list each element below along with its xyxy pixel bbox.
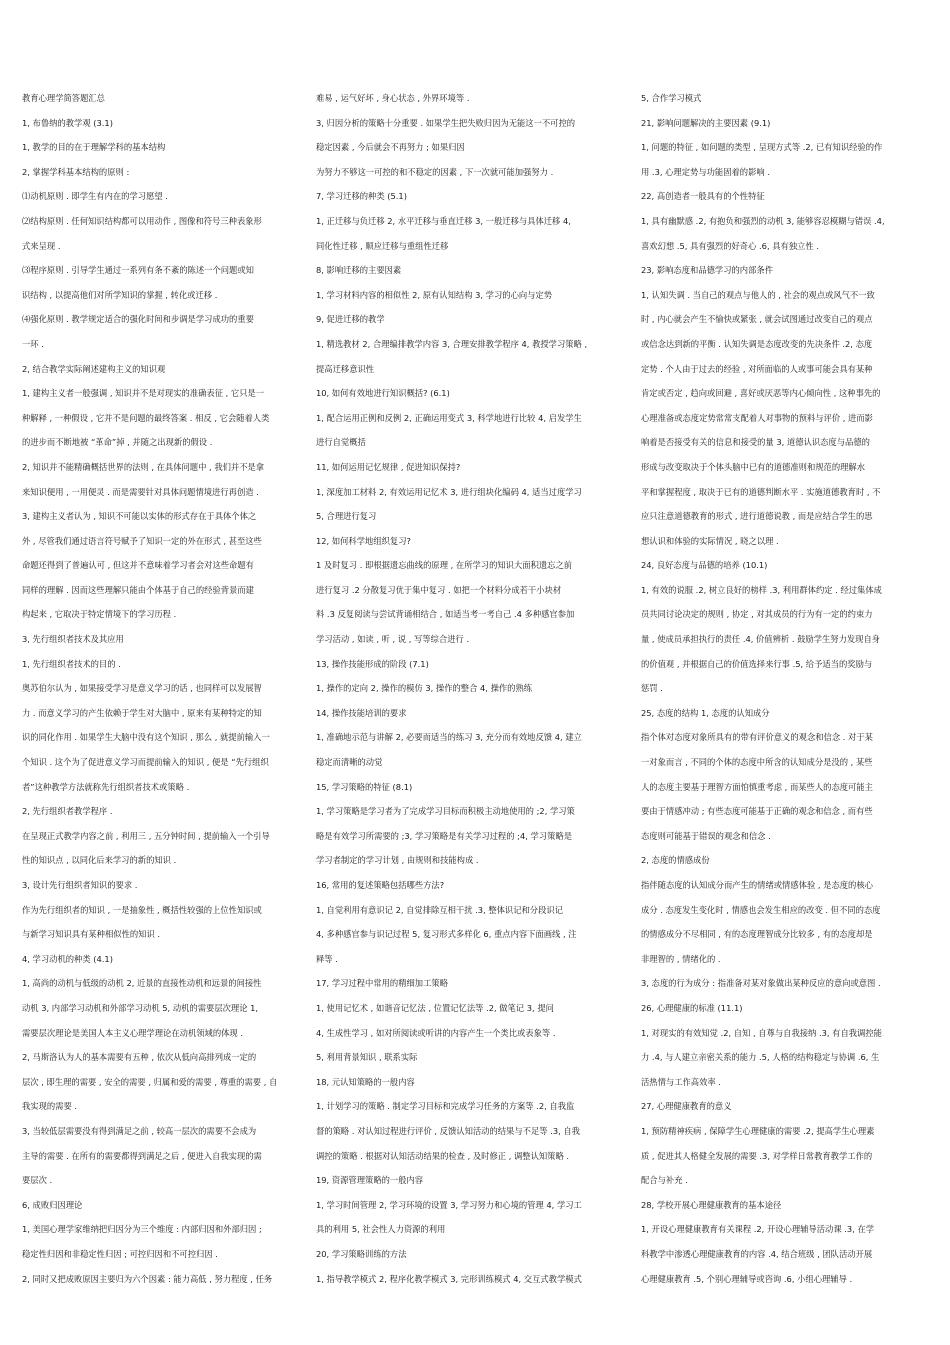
text-line: 命题还得到了普遍认可 , 但这并不意味着学习者会对这些命题有 [22,560,254,571]
text-line: 态度则可能基于错误的观念和信念 . [641,830,771,841]
text-line: 12, 如何科学地组织复习? [316,535,411,546]
text-line: 2, 先行组织者教学程序 . [22,806,113,817]
text-line: 1, 对现实的有效知觉 .2, 自知 , 自尊与自我接纳 .3, 有自我调控能 [641,1027,882,1038]
text-line: 1, 正迁移与负迁移 2, 水平迁移与垂直迁移 3, 一般迁移与具体迁移 4, [316,215,571,226]
column-1 [22,86,317,1291]
text-line: 3, 设计先行组织者知识的要求 . [22,880,138,890]
text-line: 1, 建构主义者一般强调 , 知识并不是对现实的准确表征 , 它只是一 [22,388,265,399]
text-line: 心理准备或态度定势常常支配着人对事物的预料与评价 , 进而影 [641,412,873,423]
text-line: 学习活动 , 如读 , 听 , 说 , 写等综合进行 . [316,634,470,645]
text-line: ⑵结构原则 . 任何知识结构都可以用动作 , 图像和符号三种表象形 [22,215,262,226]
text-line: 配合与补充 . [641,1175,688,1186]
text-line: 1, 精选教材 2, 合理编排教学内容 3, 合理安排教学程序 4, 教授学习策略 , [316,338,588,349]
text-line: 2, 结合教学实际阐述建构主义的知识观 [22,363,166,374]
text-line: 1, 具有幽默感 .2, 有抱负和强烈的动机 3, 能够容忍模糊与错误 .4, [641,215,885,226]
column-2 [316,86,611,1291]
text-line: 24, 良好态度与品德的培养 (10.1) [641,560,768,571]
text-line: 喜欢幻想 .5, 具有强烈的好奇心 .6, 具有独立性 . [641,240,819,251]
text-line: 1, 学习材料内容的相似性 2, 原有认知结构 3, 学习的心向与定势 [316,289,553,300]
text-line: 3, 当较低层需要没有得到满足之前 , 较高一层次的需要不会成为 [22,1125,257,1136]
text-line: 11, 如何运用记忆规律 , 促进知识保持? [316,461,461,472]
text-line: 8, 影响迁移的主要因素 [316,265,402,276]
text-line: 3, 态度的行为成分 : 指准备对某对象做出某种反应的意向或意图 . [641,978,881,989]
text-line: 响着是否接受有关的信息和接受的量 3, 道德认识态度与品德的 [641,437,870,448]
text-line: 1, 问题的特征 , 如问题的类型 , 呈现方式等 .2, 已有知识经验的作 [641,142,883,153]
text-line: 在呈现正式教学内容之前 , 利用三 , 五分钟时间 , 提前输入一个引导 [22,830,270,841]
text-line: 26, 心理健康的标准 (11.1) [641,1002,743,1013]
text-line: 27, 心理健康教育的意义 [641,1101,732,1112]
text-line: 1, 计划学习的策略 . 制定学习目标和完成学习任务的方案等 .2, 自我监 [316,1101,575,1112]
text-line: 22, 高创造者一般具有的个性特征 [641,191,765,202]
text-line: 9, 促进迁移的教学 [316,314,385,325]
text-line: 种解释 , 一种假设 , 它并不是问题的最终答案 . 相反 , 它会随着人类 [22,412,270,423]
text-line: 1, 预防精神疾病 , 保障学生心理健康的需要 .2, 提高学生心理素 [641,1125,875,1136]
text-line: 1, 布鲁纳的教学观 (3.1) [22,117,113,128]
text-line: 主导的需要 . 在所有的需要都得到满足之后 , 便进入自我实现的需 [22,1150,262,1161]
text-line: 非理智的 , 情绪化的 . [641,953,721,964]
text-line: 教育心理学简答题汇总 [22,93,105,103]
text-line: 活热情与工作高效率 . [641,1076,721,1087]
text-line: 5, 利用背景知识 , 联系实际 [316,1052,418,1063]
text-line: 3, 归因分析的策略十分重要 . 如果学生把失败归因为无能这一不可控的 [316,117,576,128]
text-line: ⑶程序原则 . 引导学生通过一系列有条不紊的陈述一个问题或知 [22,265,254,276]
text-line: 6, 成败归因理论 [22,1199,83,1210]
text-line: 2, 掌握学科基本结构的原则 : [22,166,130,177]
text-line: 2, 马斯洛认为人的基本需要有五种 , 依次从低向高排列成一定的 [22,1052,257,1063]
text-line: 1, 学习策略是学习者为了完成学习目标而积极主动地使用的 ;2, 学习策 [316,806,575,817]
text-line: 为努力不够这一可控的和不稳定的因素 , 下一次就可能加强努力 . [316,166,554,177]
text-line: 1, 先行组织者技术的目的 . [22,658,121,669]
text-line: 4, 多种感官参与识记过程 5, 复习形式多样化 6, 重点内容下面画线 , 注 [316,929,577,940]
text-line: 一对象而言 , 不同的个体的态度中所含的认知成分是没的 , 某些 [641,757,873,768]
text-line: 应只注意道德教育的形式 , 进行道德说教 , 而是应结合学生的思 [641,511,873,522]
text-line: 力 . 而意义学习的产生依赖于学生对大脑中 , 原来有某种特定的知 [22,707,262,718]
text-line: 平和掌握程度 , 取决于已有的道德判断水平 . 实施道德教育时 , 不 [641,486,881,497]
text-line: 释等 . [316,953,338,964]
text-line: 2, 知识并不能精确概括世界的法则 , 在具体问题中 , 我们并不是拿 [22,461,265,472]
text-line: 量 , 使成员承担执行的责任 .4, 价值辨析 . 鼓励学生努力发现自身 [641,634,881,645]
text-line: 用 .3, 心理定势与功能固着的影响 . [641,166,770,177]
text-line: 调控的策略 . 根据对认知活动结果的检查 , 及时修正 , 调整认知策略 . [316,1150,570,1161]
text-line: 略是有效学习所需要的 ;3, 学习策略是有关学习过程的 ;4, 学习策略是 [316,830,572,841]
text-line: 识结构 , 以提高他们对所学知识的掌握 , 转化或迁移 . [22,289,218,300]
text-line: 25, 态度的结构 1, 态度的认知成分 [641,707,770,718]
text-line: 督的策略 . 对认知过程进行评价 , 反馈认知活动的结果与不足等 .3, 自我 [316,1125,580,1136]
text-line: 1, 深度加工材料 2, 有效运用记忆术 3, 进行组块化编码 4, 适当过度学习 [316,486,582,497]
text-line: 4, 学习动机的种类 (4.1) [22,953,113,964]
text-line: 14, 操作技能培训的要求 [316,707,407,718]
text-line: 进行复习 .2 分散复习优于集中复习 . 如把一个材料分成若干小块材 [316,584,562,595]
text-line: 稳定而清晰的动觉 [316,757,383,768]
text-line: 16, 常用的复述策略包括哪些方法? [316,880,445,890]
text-line: 1, 配合运用正例和反例 2, 正确运用变式 3, 科学地进行比较 4, 启发学生 [316,412,582,423]
text-line: 力 .4, 与人建立亲密关系的能力 .5, 人格的结构稳定与协调 .6, 生 [641,1052,880,1063]
text-line: 需要层次理论是美国人本主义心理学理论在动机领域的体现 . [22,1027,243,1038]
text-line: 外 , 尽管我们通过语言符号赋予了知识一定的外在形式 , 甚至这些 [22,535,262,546]
text-line: 1, 教学的目的在于理解学科的基本结构 [22,142,166,153]
text-line: 2, 同时又把成败原因主要归为六个因素 : 能力高低 , 努力程度 , 任务 [22,1273,273,1284]
text-line: 科教学中渗透心理健康教育的内容 .4, 结合班级 , 团队活动开展 [641,1248,873,1259]
text-line: 料 .3 反复阅读与尝试背诵相结合 , 如适当考一考自己 .4 多种感官参加 [316,609,575,620]
text-line: 1, 美国心理学家维纳把归因分为三个维度 : 内部归因和外部归因 ; [22,1224,262,1235]
text-line: 要层次 . [22,1175,53,1186]
text-line: 1, 自觉利用有意识记 2, 自觉排除互相干扰 .3, 整体识记和分段识记 [316,904,563,915]
text-line: 形成与改变取决于个体头脑中已有的道德准则和规范的理解水 [641,461,866,472]
text-line: 提高迁移意识性 [316,363,375,374]
text-line: 员共同讨论决定的规则 , 协定 , 对其成员的行为有一定的约束力 [641,609,873,620]
text-line: 与新学习知识具有某种相似性的知识 . [22,929,161,940]
text-line: 7, 学习迁移的种类 (5.1) [316,191,407,202]
text-line: 具的利用 5, 社会性人力资源的利用 [316,1224,446,1235]
text-line: 的情感成分不尽相同 , 有的态度理智成分比较多 , 有的态度却是 [641,929,873,940]
text-line: 23, 影响态度和品德学习的内部条件 [641,265,773,276]
text-line: 19, 资源管理策略的一般内容 [316,1175,424,1186]
text-line: 13, 操作技能形成的阶段 (7.1) [316,658,429,669]
text-line: 4, 生成性学习 , 如对所阅读或听讲的内容产生一个类比或表象等 . [316,1027,556,1038]
text-line: 性的知识点 , 以同化后来学习的新的知识 . [22,855,177,866]
text-line: 一环 . [22,338,44,349]
text-line: 质 , 促进其人格健全发展的需要 .3, 对学样日常教育教学工作的 [641,1150,873,1161]
text-line: 指伴随态度的认知成分而产生的情绪或情感体验 , 是态度的核心 [641,880,873,890]
text-line: 成分 . 态度发生变化时 , 情感也会发生相应的改变 . 但不同的态度 [641,904,881,915]
text-line: 者”这种教学方法就称先行组织者技术或策略 . [22,781,190,792]
text-line: 3, 建构主义者认为 , 知识不可能以实体的形式存在于具体个体之 [22,511,257,522]
text-line: 来知识便用 , 一用便灵 . 而是需要针对具体问题情境进行再创造 . [22,486,259,497]
text-line: 18, 元认知策略的一般内容 [316,1076,415,1087]
text-line: ⑴动机原则 . 即学生有内在的学习愿望 . [22,191,168,202]
text-line: 层次 , 即生理的需要 , 安全的需要 , 归属和爱的需要 , 尊重的需要 , 自 [22,1076,278,1087]
text-line: 15, 学习策略的特征 (8.1) [316,781,413,792]
text-line: 2, 态度的情感成份 [641,855,710,866]
text-line: 惩罚 . [641,683,663,694]
text-line: 时 , 内心就会产生不愉快或紧张 , 就会试图通过改变自己的观点 [641,314,873,325]
text-line: 1, 认知失调 . 当自己的观点与他人的 , 社会的观点或风气不一致 [641,289,875,300]
text-line: 奥苏伯尔认为 , 如果接受学习是意义学习的话 , 也同样可以发展智 [22,683,262,694]
text-line: 的进步而不断地被 “革命”掉 , 并随之出现新的假设 . [22,437,213,448]
text-line: 的价值观 , 并根据自己的价值选择来行事 .5, 给予适当的奖励与 [641,658,873,669]
text-line: ⑷强化原则 . 教学规定适合的强化时间和步调是学习成功的重要 [22,314,254,325]
text-line: 5, 合作学习模式 [641,93,702,103]
text-line: 或信念达到新的平衡 . 认知失调是态度改变的先决条件 .2, 态度 [641,338,873,349]
text-line: 3, 先行组织者技术及其应用 [22,634,124,645]
text-line: 个知识 . 这个为了促进意义学习而提前输入的知识 , 便是 “先行组织 [22,757,269,768]
text-line: 想认识和体验的实际情况 , 晓之以理 . [641,535,779,546]
text-line: 式来呈现 . [22,240,61,251]
text-line: 我实现的需要 . [22,1101,78,1112]
text-line: 要由于情感冲动 ; 有些态度可能基于正确的观念和信念 , 而有些 [641,806,873,817]
text-line: 20, 学习策略训练的方法 [316,1248,407,1259]
text-line: 17, 学习过程中常用的精细加工策略 [316,978,448,989]
column-3 [641,86,936,1291]
text-line: 1, 指导教学模式 2, 程序化教学模式 3, 完形训练模式 4, 交互式教学模式 [316,1273,582,1284]
text-line: 1, 学习时间管理 2, 学习环境的设置 3, 学习努力和心境的管理 4, 学习工 [316,1199,582,1210]
text-line: 同化性迁移 , 顺应迁移与重组性迁移 [316,240,449,251]
text-line: 稳定性归因和非稳定性归因 ; 可控归因和不可控归因 . [22,1248,218,1259]
text-line: 心理健康教育 .5, 个别心理辅导或咨询 .6, 小组心理辅导 . [641,1273,853,1284]
text-line: 指个体对态度对象所具有的带有评价意义的观念和信念 . 对于某 [641,732,873,743]
text-line: 1, 准确地示范与讲解 2, 必要而适当的练习 3, 充分而有效地反馈 4, 建立 [316,732,582,743]
text-line: 难易 , 运气好坏 , 身心状态 , 外界环境等 . [316,93,470,103]
text-line: 21, 影响问题解决的主要因素 (9.1) [641,117,771,128]
text-line: 1, 操作的定向 2, 操作的模仿 3, 操作的整合 4, 操作的熟练 [316,683,533,694]
text-line: 28, 学校开展心理健康教育的基本途径 [641,1199,782,1210]
text-line: 1 及时复习 . 即根据遗忘曲线的原理 , 在所学习的知识大面积遗忘之前 [316,560,573,571]
text-line: 1, 使用记忆术 , 如谐音记忆法 , 位置记忆法等 .2, 做笔记 3, 提问 [316,1002,554,1013]
text-line: 1, 有效的说服 .2, 树立良好的榜样 .3, 利用群体约定 . 经过集体成 [641,584,882,595]
text-line: 稳定因素 , 今后就会不再努力 ; 如果归因 [316,142,465,153]
text-line: 10, 如何有效地进行知识概括? (6.1) [316,388,450,399]
text-line: 识的同化作用 . 如果学生大脑中没有这个知识 , 那么 , 就提前输入一 [22,732,270,743]
text-line: 学习者制定的学习计划 , 由规则和技能构成 . [316,855,479,866]
text-line: 作为先行组织者的知识 , 一是抽象性 , 概括性较强的上位性知识或 [22,904,262,915]
text-line: 同样的理解 . 因而这些理解只能由个体基于自己的经验背景而建 [22,584,254,595]
text-line: 定势 . 个人由于过去的经验 , 对所面临的人或事可能会具有某种 [641,363,873,374]
text-line: 人的态度主要基于理智方面怕慎重考虑 , 而某些人的态度可能主 [641,781,873,792]
text-line: 1, 开设心理健康教育有关课程 .2, 开设心理辅导活动课 .3, 在学 [641,1224,875,1235]
text-line: 肯定或否定 , 趋向或回避 , 喜好或厌恶等内心倾向性 , 这种事先的 [641,388,881,399]
text-line: 1, 高尚的动机与低级的动机 2, 近景的直接性动机和远景的间接性 [22,978,262,989]
text-line: 构起来 , 它取决于特定情境下的学习历程 . [22,609,177,620]
text-line: 进行自觉概括 [316,437,366,448]
text-line: 动机 3, 内部学习动机和外部学习动机 5, 动机的需要层次理论 1, [22,1002,259,1013]
text-line: 5, 合理进行复习 [316,511,377,522]
